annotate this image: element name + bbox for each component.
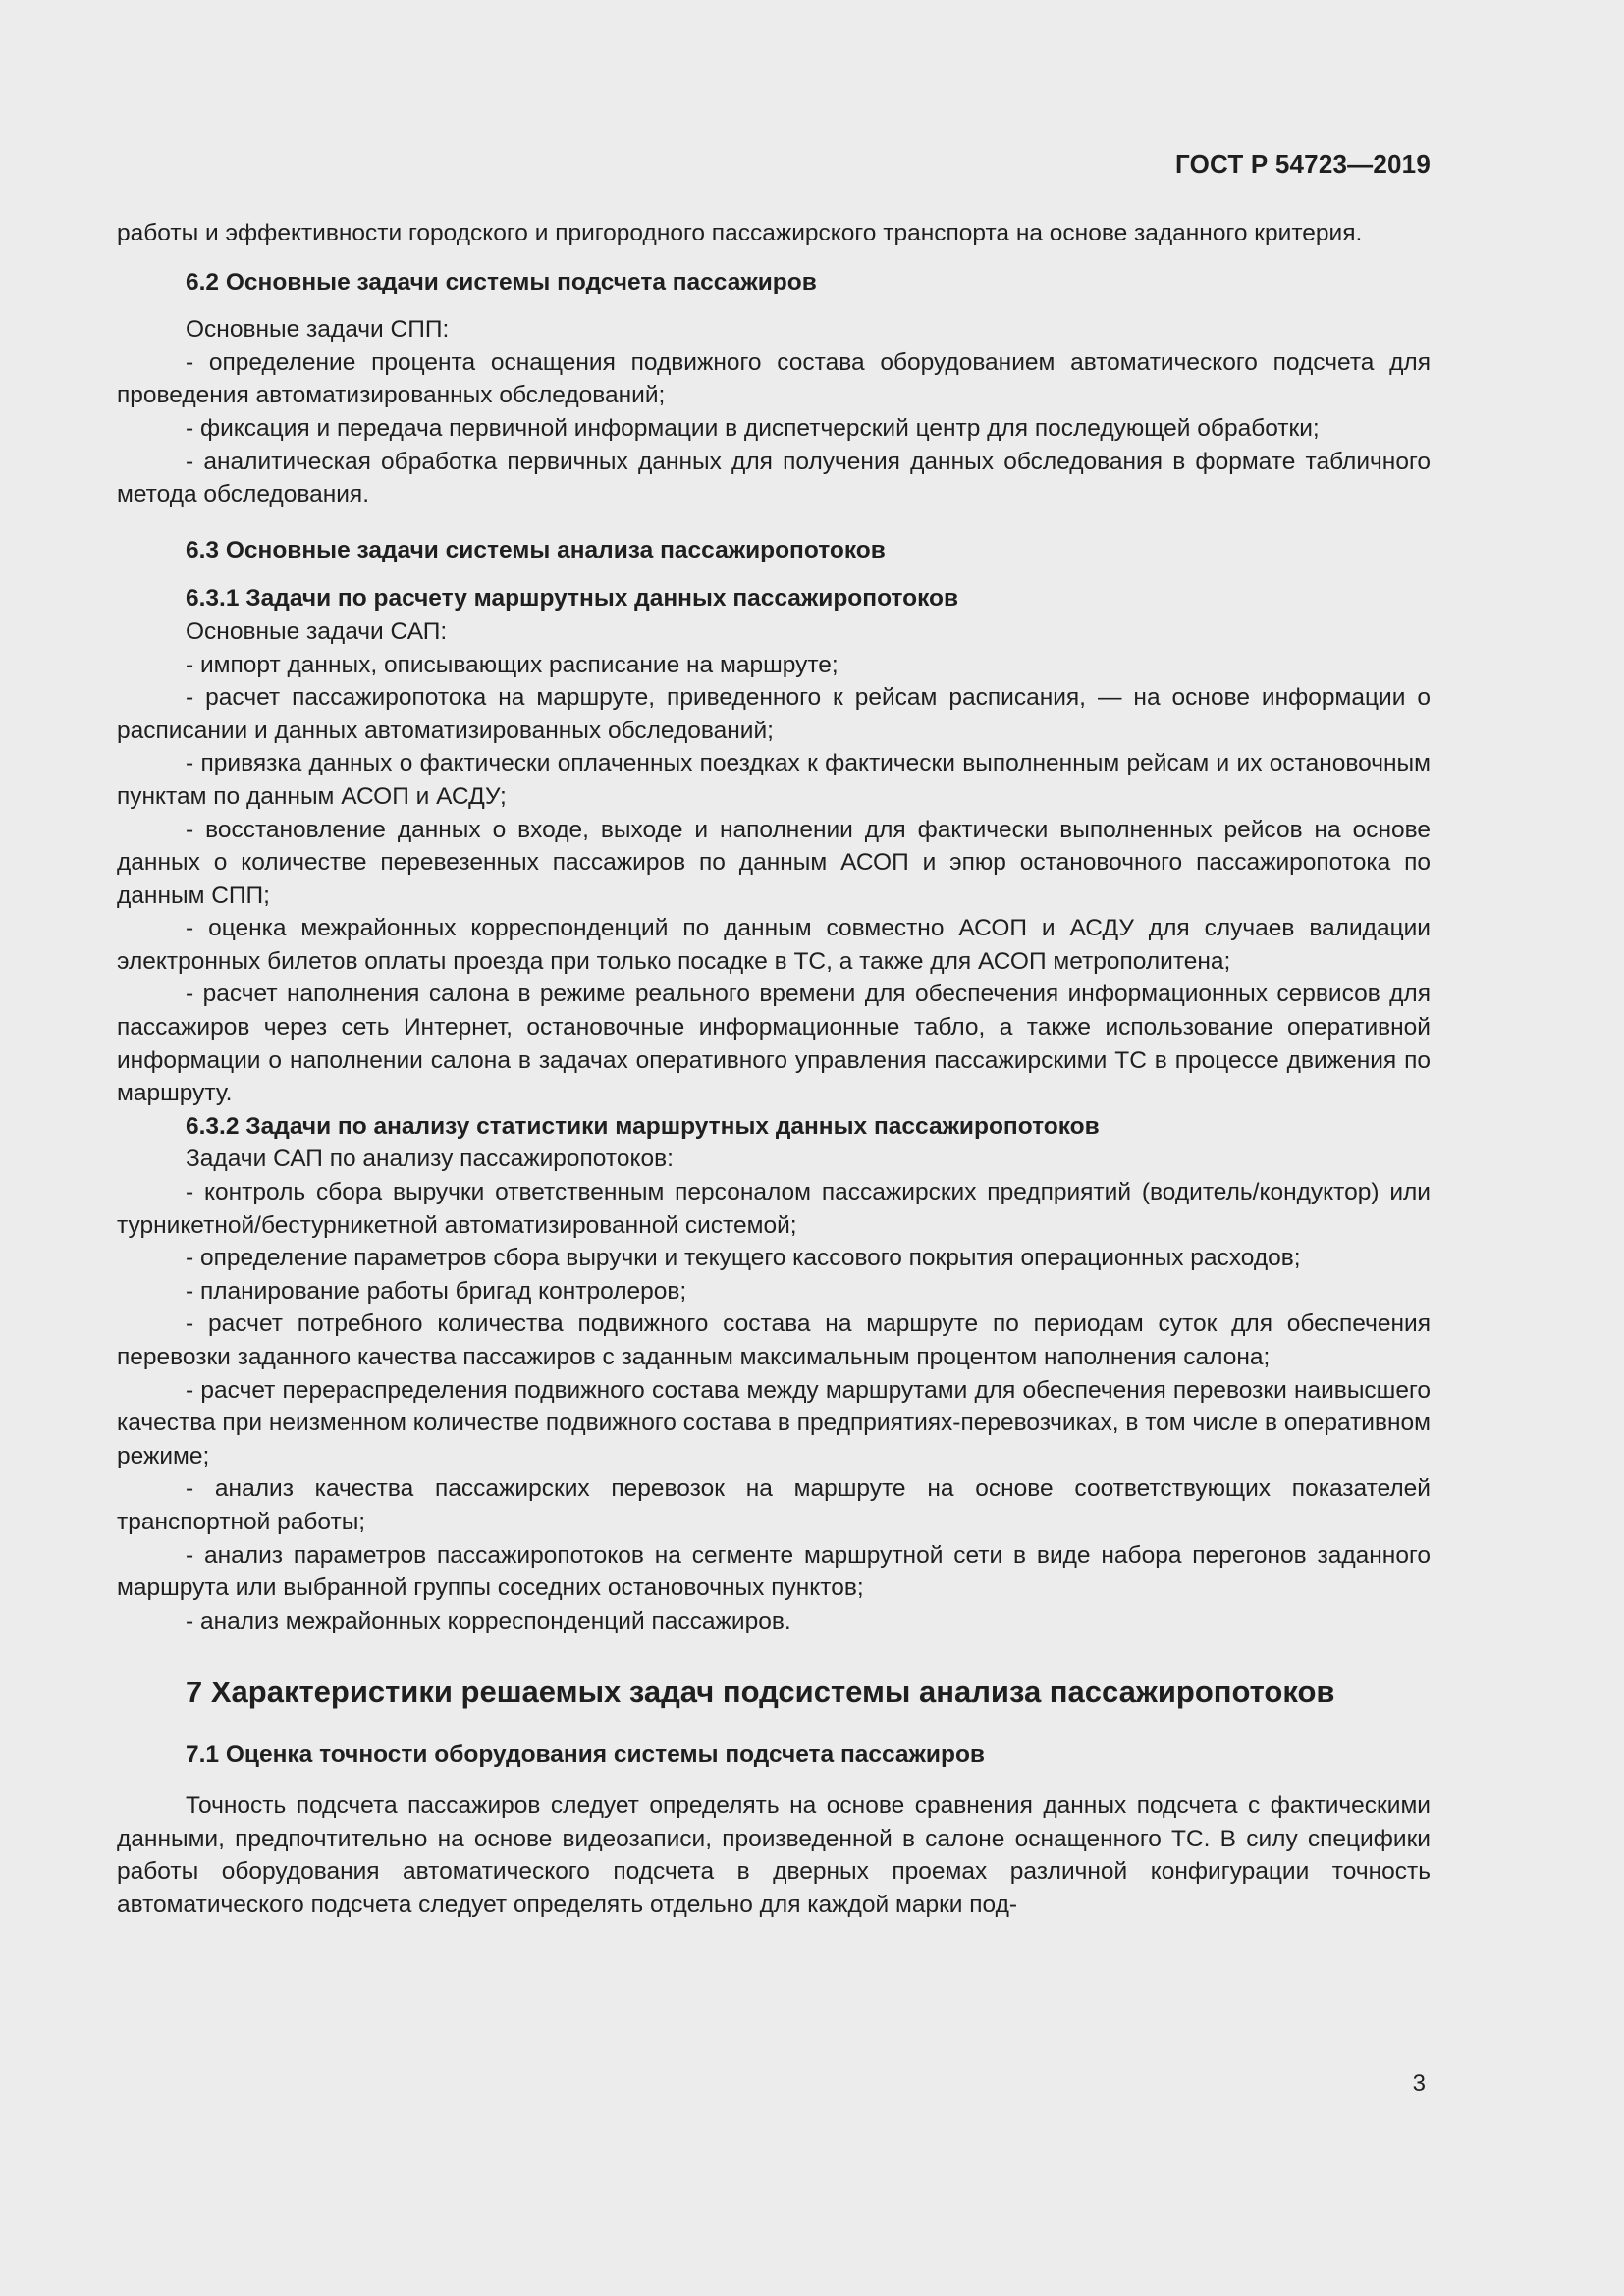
paragraph: - расчет пассажиропотока на маршруте, приведенного к рейсам расписания, — на основе информации о расписании и данных автоматизированных обследований;	[117, 684, 1431, 744]
paragraph: - анализ межрайонных корреспонденций пассажиров.	[186, 1607, 791, 1634]
paragraph: - контроль сбора выручки ответственным персоналом пассажирских предприятий (водитель/кондуктор) или турникетной/бестурникетной автоматизированной системой;	[117, 1179, 1431, 1239]
paragraph: Точность подсчета пассажиров следует определять на основе сравнения данных подсчета с фактическими данными, предпочтительно на основе видеозаписи, произведенной в салоне оснащенного ТС. В силу специфики работы оборудования автоматического подсчета в дверных проемах различной конфигурации точность автоматического подсчета следует определять отдельно для каждой марки под-	[117, 1791, 1431, 1918]
subsection-heading: 6.3.1 Задачи по расчету маршрутных данных пассажиропотоков	[186, 585, 959, 613]
paragraph: Задачи САП по анализу пассажиропотоков:	[186, 1146, 674, 1173]
subsection-heading: 6.3 Основные задачи системы анализа пассажиропотоков	[186, 536, 886, 563]
paragraph: работы и эффективности городского и пригородного пассажирского транспорта на основе заданного критерия.	[117, 220, 1363, 246]
paragraph: - расчет потребного количества подвижного состава на маршруте по периодам суток для обеспечения перевозки заданного качества пассажиров с заданным максимальным процентом наполнения салона;	[117, 1310, 1431, 1370]
paragraph: - расчет перераспределения подвижного состава между маршрутами для обеспечения перевозки наивысшего качества при неизменном количестве подвижного состава в предприятиях-перевозчиках, в том числе в оперативном режиме;	[117, 1376, 1431, 1469]
subsection-heading: 6.3.2 Задачи по анализу статистики маршрутных данных пассажиропотоков	[186, 1112, 1100, 1140]
document-body	[117, 0, 1431, 1921]
paragraph: - восстановление данных о входе, выходе и наполнении для фактически выполненных рейсов на основе данных о количестве перевезенных пассажиров по данным АСОП и эпюр остановочного пассажиропотока по данным СПП;	[117, 816, 1431, 909]
paragraph: - расчет наполнения салона в режиме реального времени для обеспечения информационных сервисов для пассажиров через сеть Интернет, остановочные информационные табло, а также использование оперативной информации о наполнении салона в задачах оперативного управления пассажирскими ТС в процессе движения по маршруту.	[117, 981, 1431, 1107]
page-number: 3	[1412, 2070, 1426, 2097]
paragraph: - оценка межрайонных корреспонденций по данным совместно АСОП и АСДУ для случаев валидации электронных билетов оплаты проезда при только посадке в ТС, а также для АСОП метрополитена;	[117, 915, 1431, 975]
section-heading: 7 Характеристики решаемых задач подсистемы анализа пассажиропотоков	[186, 1675, 1335, 1710]
paragraph: - определение параметров сбора выручки и текущего кассового покрытия операционных расходов;	[186, 1245, 1301, 1272]
paragraph: - привязка данных о фактически оплаченных поездках к фактически выполненным рейсам и их остановочным пунктам по данным АСОП и АСДУ;	[117, 750, 1431, 810]
paragraph: - фиксация и передача первичной информации в диспетчерский центр для последующей обработки;	[186, 414, 1320, 442]
paragraph: - анализ параметров пассажиропотоков на сегменте маршрутной сети в виде набора перегонов заданного маршрута или выбранной группы соседних остановочных пунктов;	[117, 1541, 1431, 1602]
subsection-heading: 6.2 Основные задачи системы подсчета пассажиров	[186, 268, 817, 295]
paragraph: - аналитическая обработка первичных данных для получения данных обследования в формате табличного метода обследования.	[117, 448, 1431, 508]
paragraph: - определение процента оснащения подвижного состава оборудованием автоматического подсчета для проведения автоматизированных обследований;	[117, 348, 1431, 409]
paragraph: - импорт данных, описывающих расписание на маршруте;	[186, 651, 839, 678]
paragraph: - планирование работы бригад контролеров;	[186, 1277, 687, 1305]
paragraph: Основные задачи САП:	[186, 617, 448, 645]
subsection-heading: 7.1 Оценка точности оборудования системы подсчета пассажиров	[186, 1741, 985, 1769]
paragraph: Основные задачи СПП:	[186, 316, 450, 344]
document-header: ГОСТ Р 54723—2019	[1175, 149, 1431, 179]
paragraph: - анализ качества пассажирских перевозок на маршруте на основе соответствующих показателей транспортной работы;	[117, 1475, 1431, 1535]
